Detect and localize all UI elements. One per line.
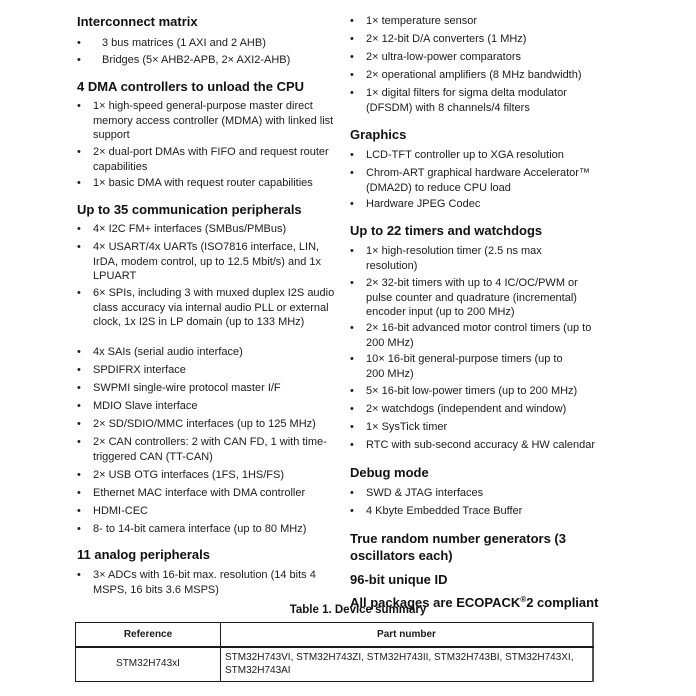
bullet-icon: •: [350, 69, 354, 81]
cell-part-numbers: STM32H743VI, STM32H743ZI, STM32H743II, STM32H743BI, STM32H743XI, STM32H743AI: [221, 647, 594, 682]
list-item: • 2× 32-bit timers with up to 4 IC/OC/PWM or pulse counter and quadrature (incremental) encoder input (up to 200 MHz): [350, 277, 578, 318]
bullet-icon: •: [77, 146, 81, 158]
list-item: • Hardware JPEG Codec: [350, 198, 481, 210]
list-item: • SPDIFRX interface: [77, 364, 186, 376]
list-item: • 2× SD/SDIO/MMC interfaces (up to 125 MHz): [77, 418, 316, 430]
bullet-icon: •: [350, 87, 354, 99]
bullet-icon: •: [77, 54, 81, 66]
bullet-icon: •: [350, 403, 354, 415]
bullet-icon: •: [350, 421, 354, 433]
list-item: • 2× 12-bit D/A converters (1 MHz): [350, 33, 527, 45]
bullet-icon: •: [77, 487, 81, 499]
list-item: • 2× watchdogs (independent and window): [350, 403, 567, 415]
list-item: • 1× basic DMA with request router capabilities: [77, 177, 313, 189]
bullet-icon: •: [350, 167, 354, 179]
bullet-icon: •: [77, 505, 81, 517]
bullet-icon: •: [77, 223, 81, 235]
bullet-icon: •: [77, 469, 81, 481]
list-item: • 3 bus matrices (1 AXI and 2 AHB): [77, 37, 266, 49]
list-item: • 2× dual-port DMAs with FIFO and request router capabilities: [77, 146, 329, 173]
bullet-icon: •: [77, 400, 81, 412]
list-item: • 2× ultra-low-power comparators: [350, 51, 521, 63]
list-item: • LCD-TFT controller up to XGA resolution: [350, 149, 564, 161]
list-item: • 1× high-resolution timer (2.5 ns max resolution): [350, 245, 542, 272]
bullet-icon: •: [77, 37, 81, 49]
cell-reference: STM32H743xI: [76, 647, 221, 682]
bullet-icon: •: [350, 353, 354, 365]
list-item: • 5× 16-bit low-power timers (up to 200 MHz): [350, 385, 578, 397]
list-item: • 1× SysTick timer: [350, 421, 448, 433]
list-item: • 2× USB OTG interfaces (1FS, 1HS/FS): [77, 469, 285, 481]
list-item: • 10× 16-bit general-purpose timers (up to 200 MHz): [350, 353, 563, 380]
list-item: • 1× digital filters for sigma delta modulator (DFSDM) with 8 channels/4 filters: [350, 87, 567, 114]
bullet-icon: •: [77, 287, 81, 299]
list-item: • SWPMI single-wire protocol master I/F: [77, 382, 281, 394]
registered-mark: ®: [520, 595, 527, 604]
bullet-icon: •: [350, 33, 354, 45]
bullet-icon: •: [350, 277, 354, 289]
bullet-icon: •: [77, 364, 81, 376]
bullet-icon: •: [350, 51, 354, 63]
bullet-icon: •: [77, 346, 81, 358]
bullet-icon: •: [350, 505, 354, 517]
table-caption: Table 1. Device summary: [289, 604, 427, 616]
header-reference: Reference: [76, 623, 221, 648]
bullet-icon: •: [350, 198, 354, 210]
list-item: • 4× I2C FM+ interfaces (SMBus/PMBus): [77, 223, 287, 235]
section-title-timers: Up to 22 timers and watchdogs: [350, 223, 543, 238]
list-item: • Bridges (5× AHB2-APB, 2× AXI2-AHB): [77, 54, 291, 66]
list-item: • 3× ADCs with 16-bit max. resolution (14 bits 4 MSPS, 16 bits 3.6 MSPS): [77, 569, 316, 596]
list-item: • RTC with sub-second accuracy & HW calendar: [350, 439, 596, 451]
bullet-icon: •: [350, 322, 354, 334]
table-row: [76, 647, 594, 682]
list-item: • Ethernet MAC interface with DMA controller: [77, 487, 306, 499]
section-title-ecopack: All packages are ECOPACK®2 compliant: [350, 595, 599, 610]
section-title-graphics: Graphics: [350, 127, 407, 142]
bullet-icon: •: [350, 385, 354, 397]
list-item: • 6× SPIs, including 3 with muxed duplex I2S audio class accuracy via internal audio PLL or external clock, 1x I2S in LP domain (up to 133 MHz): [77, 287, 335, 328]
bullet-icon: •: [77, 418, 81, 430]
list-item: • 2× CAN controllers: 2 with CAN FD, 1 with time-triggered CAN (TT-CAN): [77, 436, 327, 463]
bullet-icon: •: [77, 100, 81, 112]
bullet-icon: •: [77, 241, 81, 253]
bullet-icon: •: [77, 523, 81, 535]
bullet-icon: •: [77, 382, 81, 394]
list-item: • 1× high-speed general-purpose master direct memory access controller (MDMA) with linked list support: [77, 100, 334, 141]
section-title-analog: 11 analog peripherals: [77, 547, 210, 562]
table-header-row: [76, 623, 594, 648]
list-item: • 4 Kbyte Embedded Trace Buffer: [350, 505, 523, 517]
section-title-unique-id: 96-bit unique ID: [350, 572, 448, 587]
list-item: • 1× temperature sensor: [350, 15, 477, 27]
section-title-interconnect: Interconnect matrix: [77, 14, 198, 29]
list-item: • 8- to 14-bit camera interface (up to 80 MHz): [77, 523, 307, 535]
header-part-number: Part number: [221, 623, 594, 648]
bullet-icon: •: [77, 569, 81, 581]
section-title-dma: 4 DMA controllers to unload the CPU: [77, 79, 305, 94]
bullet-icon: •: [77, 177, 81, 189]
bullet-icon: •: [350, 15, 354, 27]
bullet-icon: •: [350, 245, 354, 257]
bullet-icon: •: [350, 149, 354, 161]
section-title-trng: True random number generators (3 oscillators each): [350, 531, 566, 563]
list-item: • 2× 16-bit advanced motor control timers (up to 200 MHz): [350, 322, 592, 349]
list-item: • 4× USART/4x UARTs (ISO7816 interface, LIN, IrDA, modem control, up to 12.5 Mbit/s) and 1x LPUART: [77, 241, 322, 282]
bullet-icon: •: [350, 439, 354, 451]
list-item: • 2× operational amplifiers (8 MHz bandwidth): [350, 69, 582, 81]
list-item: • SWD & JTAG interfaces: [350, 487, 484, 499]
section-title-debug: Debug mode: [350, 465, 429, 480]
list-item: • HDMI-CEC: [77, 505, 148, 517]
list-item: • MDIO Slave interface: [77, 400, 198, 412]
bullet-icon: •: [77, 436, 81, 448]
list-item: • 4x SAIs (serial audio interface): [77, 346, 243, 358]
list-item: • Chrom-ART graphical hardware Accelerator™ (DMA2D) to reduce CPU load: [350, 167, 590, 194]
bullet-icon: •: [350, 487, 354, 499]
section-title-communication: Up to 35 communication peripherals: [77, 202, 302, 217]
device-summary-table: [75, 622, 594, 682]
